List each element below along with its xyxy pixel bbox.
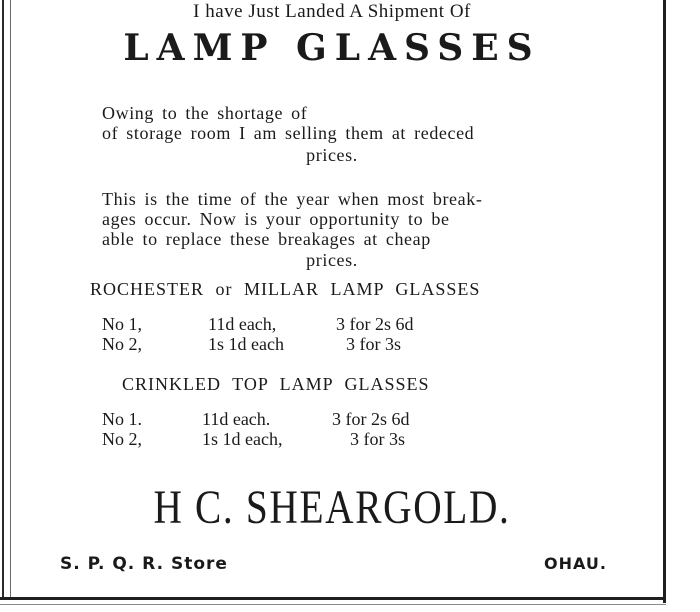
- section-title-rochester: ROCHESTER or MILLAR LAMP GLASSES: [90, 279, 481, 299]
- table-cell-bulk: 3 for 2s 6d: [336, 314, 414, 334]
- table-cell-item: No 1.: [102, 409, 142, 429]
- intro-line: I have Just Landed A Shipment Of: [193, 1, 471, 22]
- store-name: S. P. Q. R. Store: [60, 554, 228, 574]
- table-cell-bulk: 3 for 3s: [350, 429, 405, 449]
- merchant-name: H C. SHEARGOLD.: [153, 481, 511, 534]
- table-cell-price: 11d each.: [202, 409, 271, 429]
- table-cell-bulk: 3 for 3s: [346, 334, 401, 354]
- section-title-crinkled: CRINKLED TOP LAMP GLASSES: [122, 374, 430, 394]
- bottom-inner-rule: [0, 604, 666, 605]
- table-cell-price: 11d each,: [208, 314, 277, 334]
- town-name: OHAU.: [544, 554, 607, 573]
- table-cell-bulk: 3 for 2s 6d: [332, 409, 410, 429]
- left-border-rule: [2, 0, 4, 600]
- left-inner-rule: [10, 0, 11, 600]
- table-cell-item: No 2,: [102, 429, 142, 449]
- bottom-border-rule: [0, 597, 666, 600]
- paragraph1-line3: prices.: [306, 145, 358, 165]
- table-cell-price: 1s 1d each: [208, 334, 284, 354]
- paragraph1-line1: Owing to the shortage of: [102, 103, 308, 123]
- paragraph1-line2: of storage room I am selling them at redeced: [102, 123, 475, 143]
- table-cell-item: No 1,: [102, 314, 142, 334]
- paragraph2-line2: ages occur. Now is your opportunity to be: [102, 209, 450, 229]
- table-cell-price: 1s 1d each,: [202, 429, 283, 449]
- right-border-rule: [663, 0, 666, 603]
- headline: LAMP GLASSES: [123, 27, 541, 69]
- paragraph2-line1: This is the time of the year when most break-: [102, 189, 483, 209]
- paragraph2-line3: able to replace these breakages at cheap: [102, 229, 431, 249]
- paragraph2-line4: prices.: [306, 250, 358, 270]
- table-cell-item: No 2,: [102, 334, 142, 354]
